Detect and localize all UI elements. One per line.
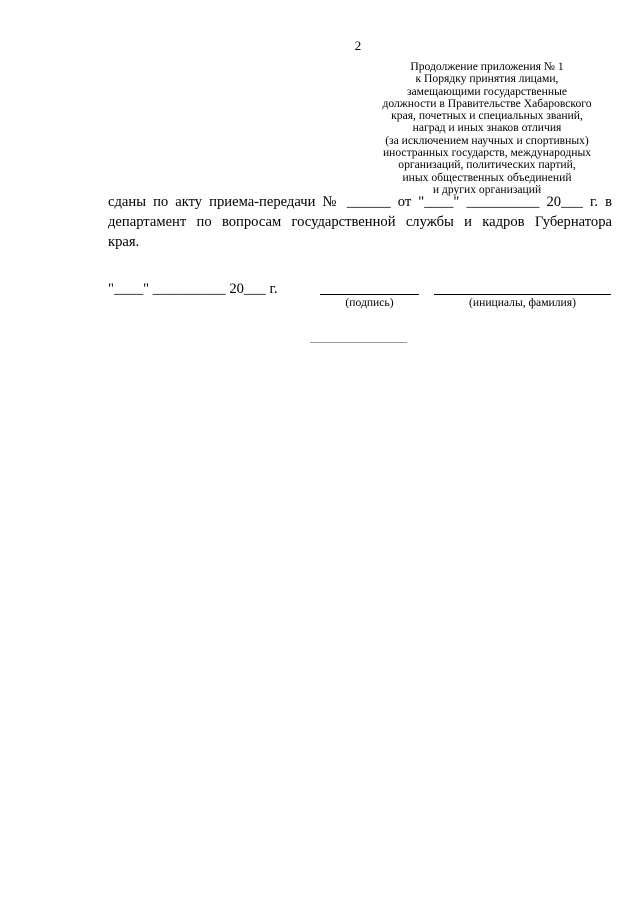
body-paragraph: [108, 192, 612, 252]
signature-caption: (подпись): [345, 296, 394, 309]
appendix-line: иных общественных объединений: [402, 170, 572, 184]
name-line: [434, 294, 611, 295]
appendix-line: организаций, политических партий,: [398, 158, 576, 172]
appendix-line: наград и иных знаков отличия: [412, 121, 562, 135]
appendix-line: к Порядку принятия лицами,: [415, 72, 559, 86]
body-line-2: департамент по вопросам государственной службы и кадров Губернатора: [108, 214, 612, 230]
page-number: 2: [354, 38, 362, 53]
appendix-header: [362, 61, 612, 196]
name-caption: (инициалы, фамилия): [469, 296, 576, 309]
appendix-line: замещающими государственные: [406, 84, 568, 98]
end-separator: [310, 342, 407, 343]
appendix-line: (за исключением научных и спортивных): [385, 133, 589, 147]
signature-line: [320, 294, 419, 295]
appendix-line: иностранных государств, международных: [382, 146, 592, 160]
date-field: "____" __________ 20___ г.: [108, 281, 278, 297]
appendix-line: края, почетных и специальных званий,: [391, 109, 583, 123]
body-line-3: края.: [108, 234, 140, 250]
appendix-line: Продолжение приложения № 1: [410, 60, 564, 73]
appendix-line: и других организаций: [432, 182, 542, 196]
body-line-1: сданы по акту приема-передачи № ______ от "____" __________ 20___ г. в: [108, 194, 612, 210]
appendix-line: должности в Правительстве Хабаровского: [382, 96, 592, 110]
